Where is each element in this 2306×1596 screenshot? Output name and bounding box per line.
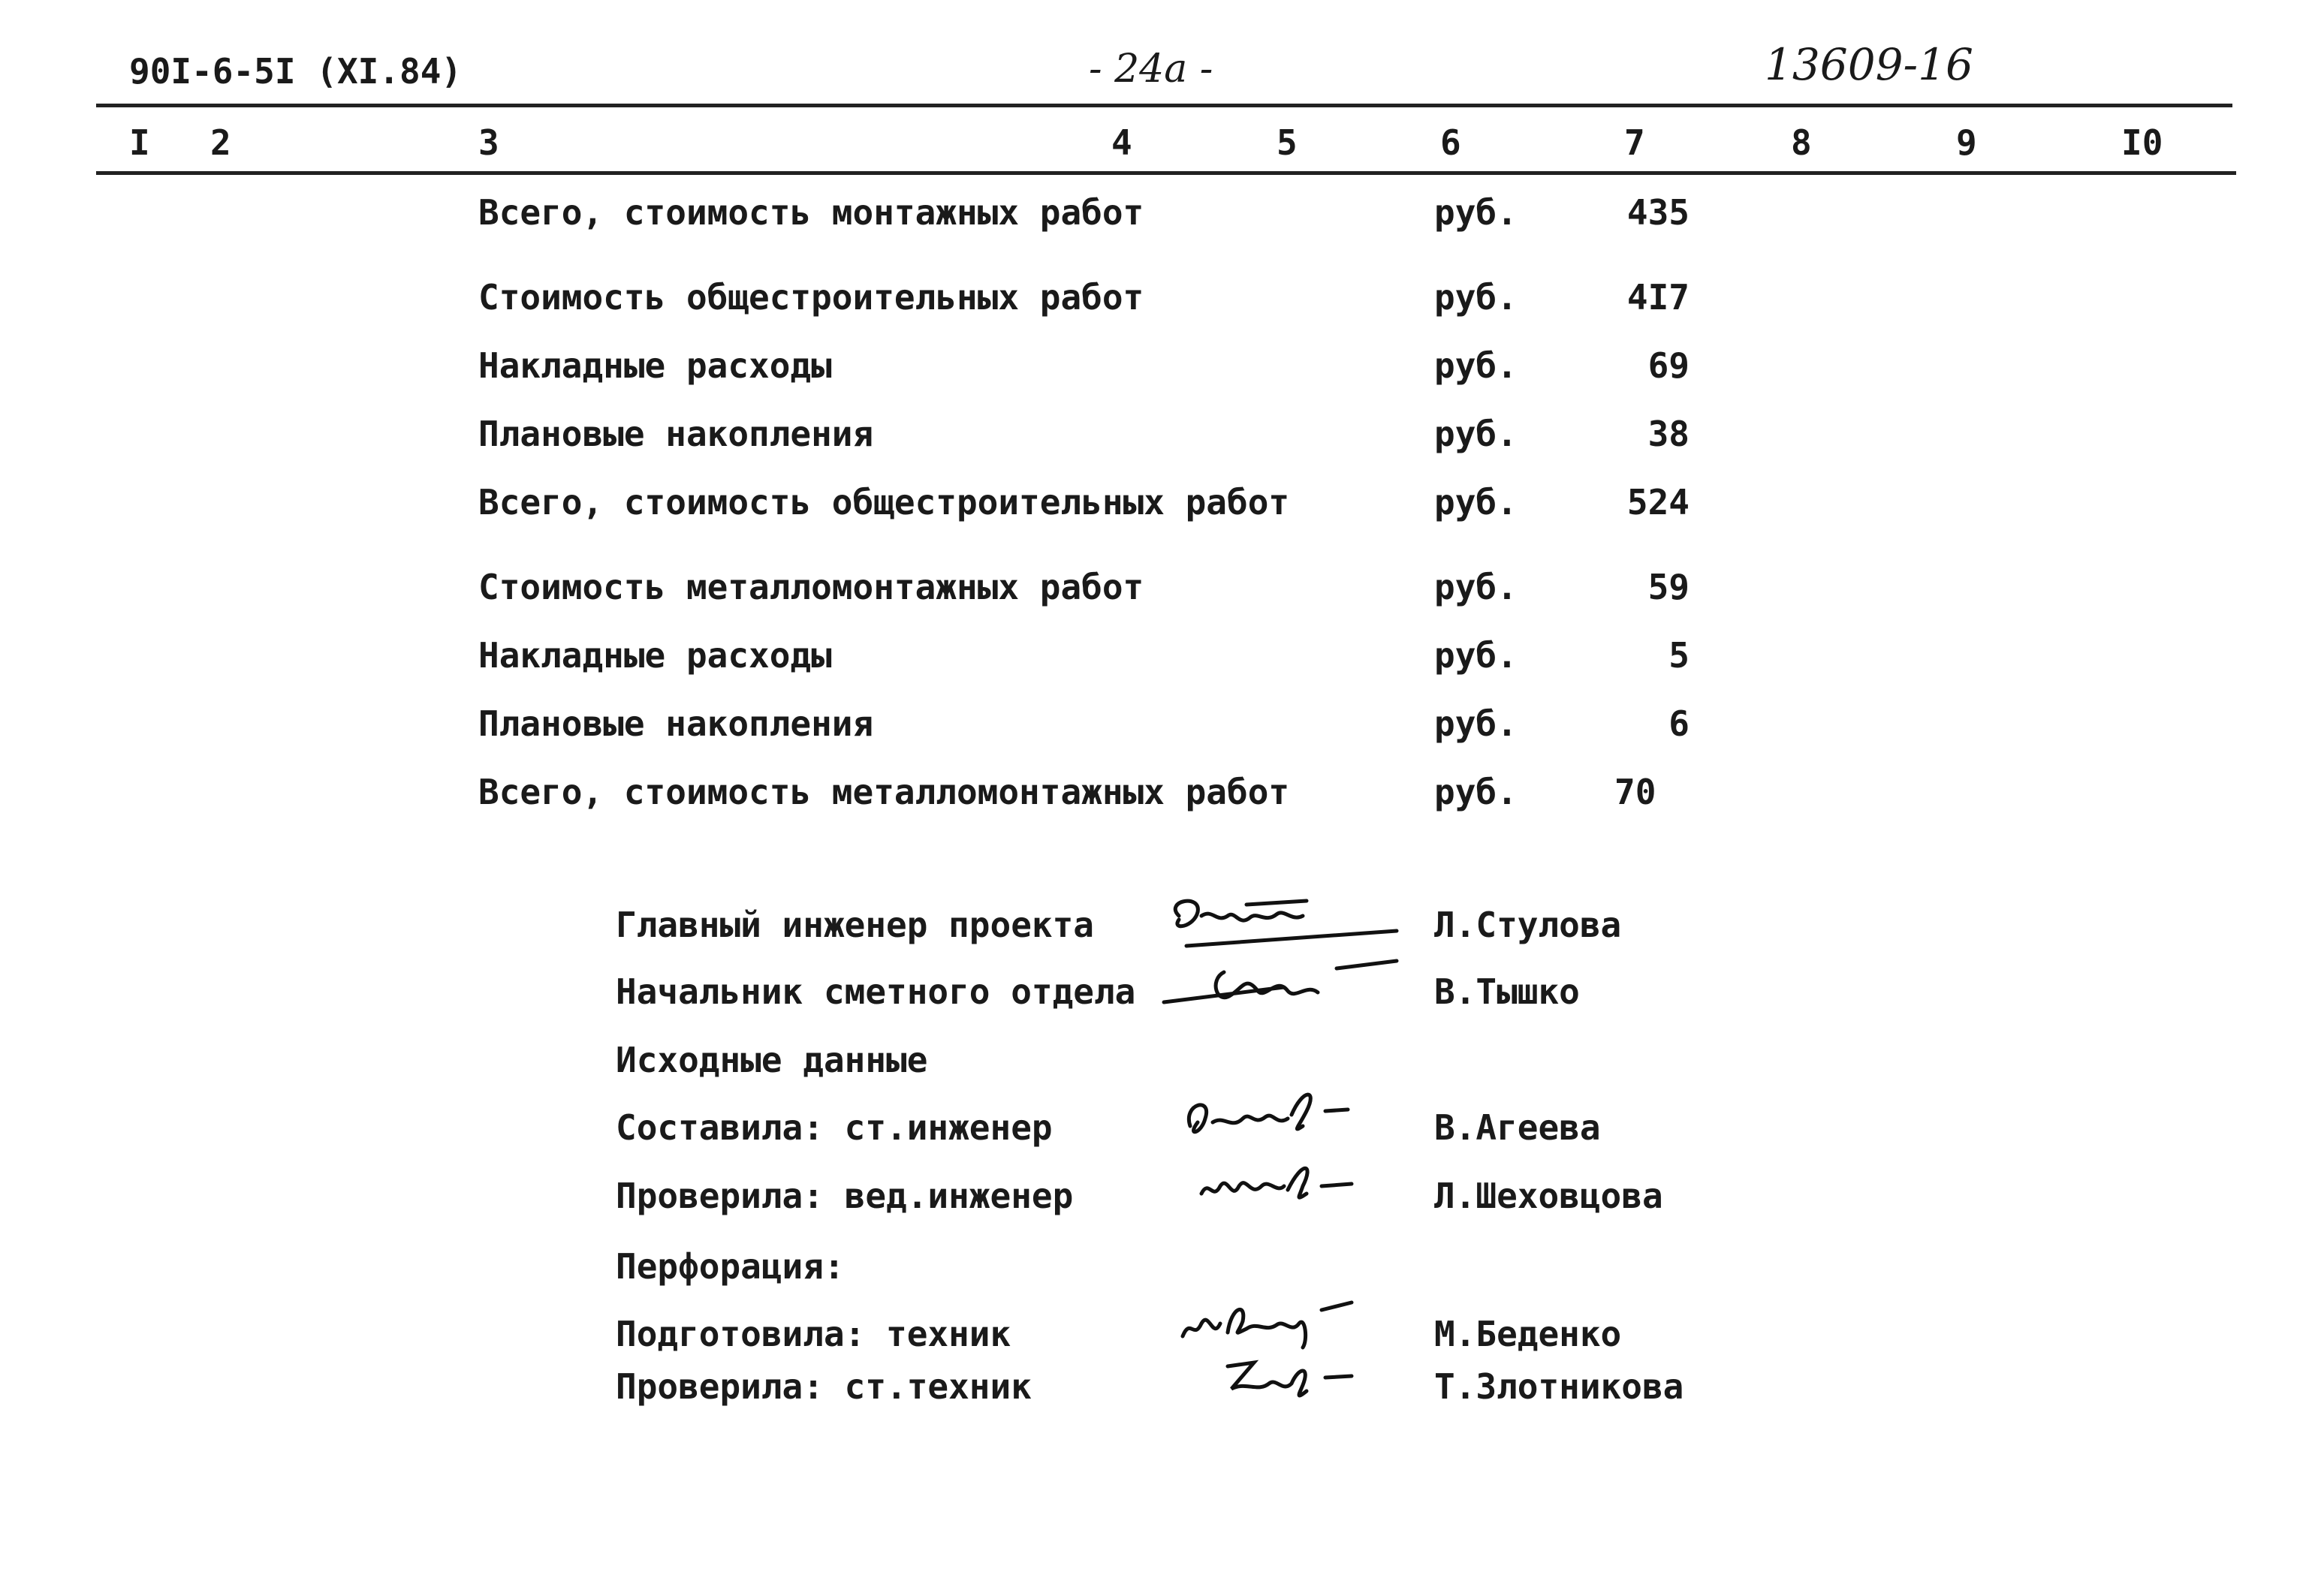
handwritten-signature [1156,953,1412,1013]
signature-role: Проверила: вед.инженер [616,1176,1074,1216]
handwritten-signature [1171,1287,1367,1355]
table-row-unit: руб. [1434,277,1518,318]
table-row-label: Накладные расходы [478,635,832,676]
column-number-10: I0 [2121,122,2163,163]
signature-role: Составила: ст.инженер [616,1107,1053,1148]
column-number-7: 7 [1624,122,1645,163]
column-number-6: 6 [1440,122,1461,163]
table-row-value: 435 [1626,192,1690,233]
table-row-unit: руб. [1434,414,1518,454]
column-number-4: 4 [1111,122,1132,163]
table-row-unit: руб. [1434,192,1518,233]
signature-name: М.Беденко [1434,1314,1622,1354]
header-top-rule [96,104,2232,107]
handwritten-signature [1216,1348,1367,1408]
column-number-1: I [129,122,150,163]
column-number-5: 5 [1277,122,1298,163]
table-row-value: 5 [1668,635,1690,676]
table-row-value: 38 [1647,414,1690,454]
section-heading: Исходные данные [616,1040,928,1080]
section-heading: Перфорация: [616,1246,845,1287]
table-row-label: Плановые накопления [478,414,874,454]
signature-name: В.Тышко [1434,971,1580,1012]
table-row-label: Плановые накопления [478,703,874,744]
page-mark: - 24a - [1089,47,1213,92]
handwritten-signature [1156,886,1412,953]
table-row-label: Накладные расходы [478,345,832,386]
handwritten-signature [1190,1152,1363,1212]
table-row-value: 70 [1614,772,1656,812]
signature-role: Начальник сметного отдела [616,971,1136,1012]
table-row-label: Всего, стоимость металломонтажных работ [478,772,1290,812]
signature-role: Главный инженер проекта [616,905,1094,945]
column-number-2: 2 [210,122,231,163]
column-number-3: 3 [478,122,499,163]
table-row-unit: руб. [1434,567,1518,607]
sheet-number: 13609-16 [1765,39,1973,90]
handwritten-signature [1179,1081,1359,1149]
table-row-value: 69 [1647,345,1690,386]
table-row-unit: руб. [1434,345,1518,386]
header-bottom-rule [96,171,2236,175]
signature-name: Л.Шеховцова [1434,1176,1663,1216]
column-number-8: 8 [1791,122,1812,163]
table-row-unit: руб. [1434,703,1518,744]
table-row-value: 59 [1647,567,1690,607]
table-row-label: Стоимость металломонтажных работ [478,567,1144,607]
signature-name: Т.Злотникова [1434,1366,1684,1407]
table-row-value: 524 [1626,482,1690,522]
table-row-value: 6 [1668,703,1690,744]
signature-role: Подготовила: техник [616,1314,1011,1354]
table-row-value: 4I7 [1626,277,1690,318]
document-code: 90I-6-5I (XI.84) [129,51,463,92]
table-row-label: Всего, стоимость общестроительных работ [478,482,1290,522]
signature-name: В.Агеева [1434,1107,1601,1148]
signature-role: Проверила: ст.техник [616,1366,1032,1407]
column-number-9: 9 [1956,122,1977,163]
table-row-unit: руб. [1434,482,1518,522]
signature-name: Л.Стулова [1434,905,1622,945]
table-row-label: Всего, стоимость монтажных работ [478,192,1144,233]
table-row-unit: руб. [1434,635,1518,676]
table-row-label: Стоимость общестроительных работ [478,277,1144,318]
table-row-unit: руб. [1434,772,1518,812]
